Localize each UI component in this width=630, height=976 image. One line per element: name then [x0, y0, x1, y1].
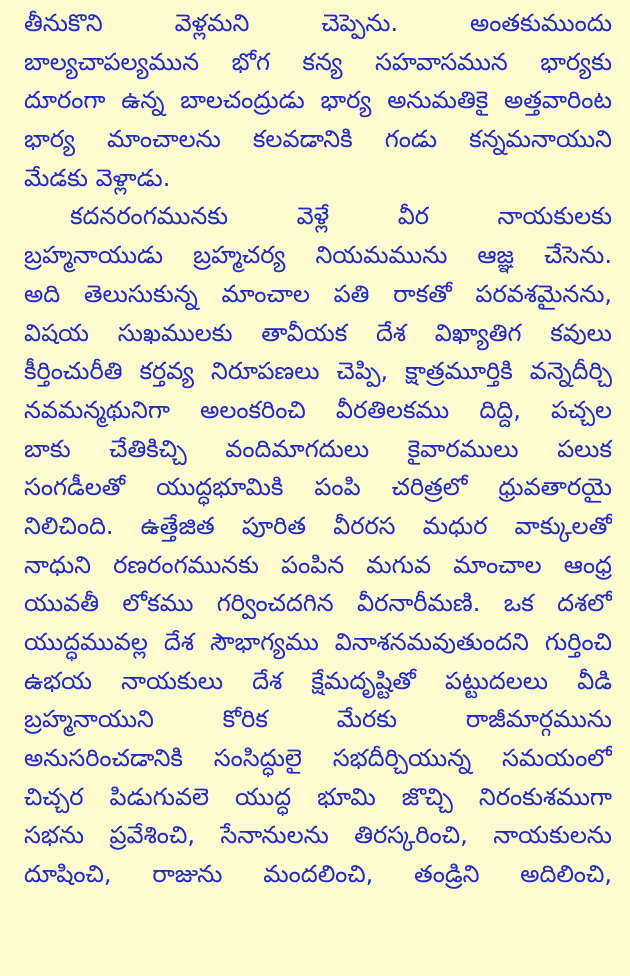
- text-line: కీర్తించురీతి కర్తవ్య నిరూపణలు చెప్పి, క్షాత్రమూర్తికి వన్నెదీర్చి: [24, 357, 612, 386]
- body-text: [24, 4, 612, 894]
- paragraph-start-line: కదనరంగమునకు వెళ్లే వీర నాయకులకు: [70, 202, 612, 231]
- text-line: భార్య మాంచాలను కలవడానికి గండు కన్నమనాయుని: [24, 125, 612, 154]
- text-line: చిచ్చర పిడుగువలె యుద్ధ భూమి జొచ్చి నిరంకుశముగా: [24, 782, 612, 811]
- text-line: ఉభయ నాయకులు దేశ క్షేమదృష్టితో పట్టుదలలు వీడి: [24, 666, 612, 695]
- text-line: నాధుని రణరంగమునకు పంపిన మగువ మాంచాల ఆంధ్ర: [24, 550, 612, 579]
- text-line: బాకు చేతికిచ్చి వందిమాగదులు కైవారములు పలుక: [24, 434, 612, 463]
- text-line: బ్రహ్మనాయుని కోరిక మేరకు రాజీమార్గమును: [24, 705, 612, 734]
- text-line: సభను ప్రవేశించి, సేనానులను తిరస్కరించి, నాయకులను: [24, 821, 612, 850]
- text-line: నిలిచింది. ఉత్తేజిత పూరిత వీరరస మధుర వాక్కులతో: [24, 511, 612, 540]
- text-line: నవమన్మథునిగా అలంకరించి వీరతిలకము దిద్ది, పచ్చల: [24, 395, 612, 424]
- text-line: అది తెలుసుకున్న మాంచాల పతి రాకతో పరవశమైనను,: [24, 279, 612, 308]
- text-line: యువతీ లోకము గర్వించదగిన వీరనారీమణి. ఒక దశలో: [24, 589, 612, 618]
- text-line: దూషించి, రాజును మందలించి, తండ్రిని అదిలించి,: [24, 860, 612, 889]
- text-line: బ్రహ్మనాయుడు బ్రహ్మచర్య నియమమును ఆజ్ఞ చేసెను.: [24, 241, 612, 270]
- text-line: విషయ సుఖములకు తావీయక దేశ విఖ్యాతిగ కవులు: [24, 318, 612, 347]
- text-line: సంగడీలతో యుద్ధభూమికి పంపి చరిత్రలో ధ్రువతారయై: [24, 473, 612, 502]
- text-line: తీనుకొని వెళ్లమని చెప్పెను. అంతకుముందు: [24, 9, 612, 37]
- text-line: మేడకు వెళ్లాడు.: [24, 163, 171, 192]
- text-line: బాల్యచాపల్యమున భోగ కన్య సహవాసమున భార్యకు: [24, 47, 612, 76]
- text-line: దూరంగా ఉన్న బాలచంద్రుడు భార్య అనుమతికై అత్తవారింట: [24, 86, 612, 115]
- text-line: అనుసరించడానికి సంసిద్ధులై సభదీర్చియున్న సమయంలో: [24, 744, 612, 773]
- text-line: యుద్ధమువల్ల దేశ సౌభాగ్యము వినాశనమవుతుందని గుర్తించి: [24, 628, 612, 656]
